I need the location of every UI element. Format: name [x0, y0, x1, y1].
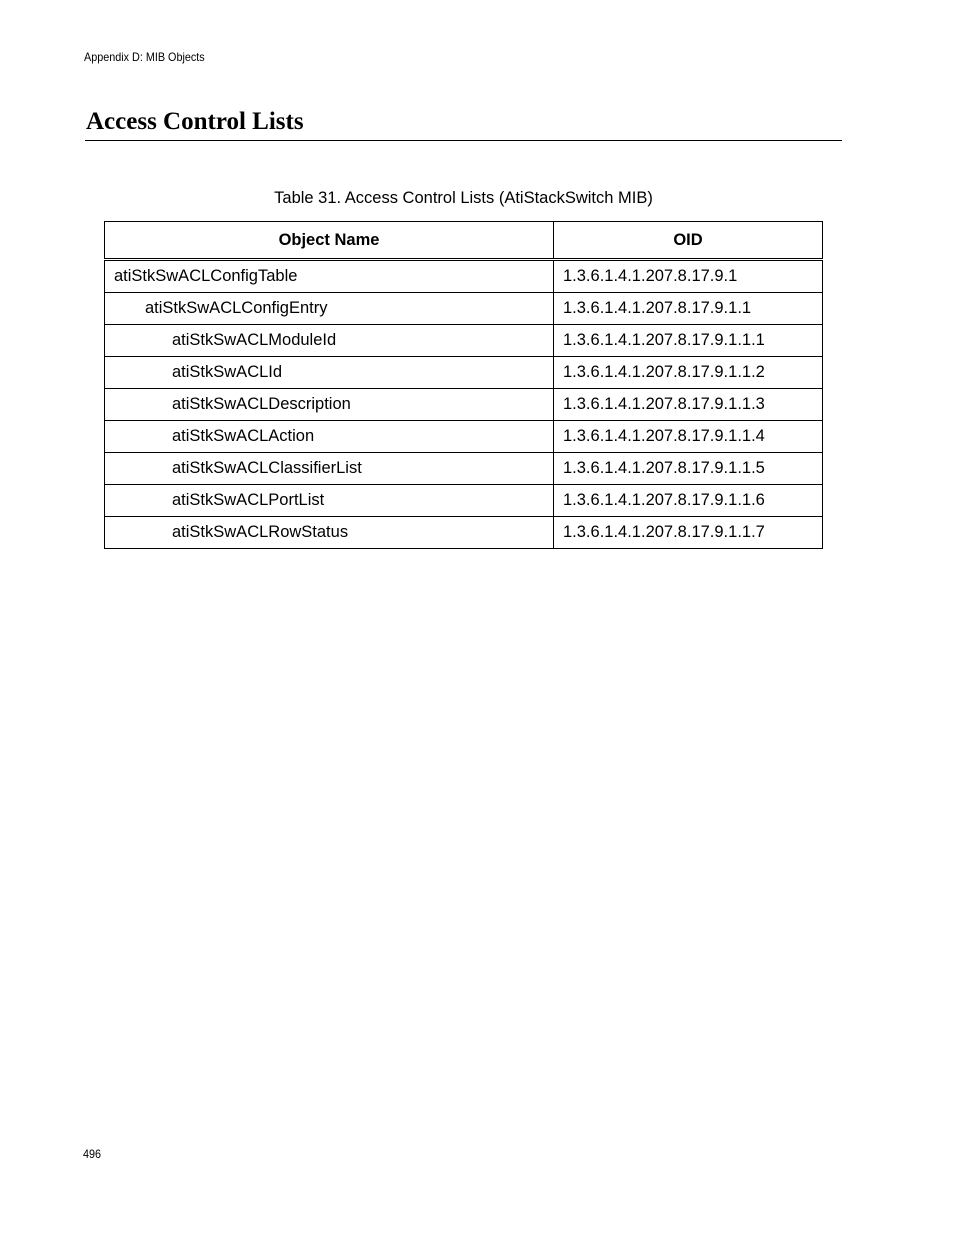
oid-cell: 1.3.6.1.4.1.207.8.17.9.1.1.4: [554, 421, 823, 453]
oid-cell: 1.3.6.1.4.1.207.8.17.9.1.1: [554, 293, 823, 325]
object-name-cell: atiStkSwACLConfigTable: [105, 260, 554, 293]
oid-cell: 1.3.6.1.4.1.207.8.17.9.1.1.7: [554, 517, 823, 549]
title-rule: [85, 140, 842, 141]
oid-cell: 1.3.6.1.4.1.207.8.17.9.1.1.2: [554, 357, 823, 389]
table-row: [105, 517, 823, 549]
oid-cell: 1.3.6.1.4.1.207.8.17.9.1: [554, 260, 823, 293]
object-name-cell: atiStkSwACLClassifierList: [105, 453, 554, 485]
object-name-cell: atiStkSwACLModuleId: [105, 325, 554, 357]
table-row: [105, 485, 823, 517]
table-header-row: [105, 222, 823, 260]
object-name-cell: atiStkSwACLPortList: [105, 485, 554, 517]
object-name-cell: atiStkSwACLAction: [105, 421, 554, 453]
oid-cell: 1.3.6.1.4.1.207.8.17.9.1.1.5: [554, 453, 823, 485]
table-row: [105, 325, 823, 357]
oid-cell: 1.3.6.1.4.1.207.8.17.9.1.1.1: [554, 325, 823, 357]
table-row: [105, 293, 823, 325]
object-name-cell: atiStkSwACLDescription: [105, 389, 554, 421]
oid-cell: 1.3.6.1.4.1.207.8.17.9.1.1.3: [554, 389, 823, 421]
column-header-object-name: Object Name: [105, 222, 554, 260]
object-name-cell: atiStkSwACLConfigEntry: [105, 293, 554, 325]
table-row: [105, 357, 823, 389]
table-caption: Table 31. Access Control Lists (AtiStackSwitch MIB): [274, 189, 653, 207]
table-row: [105, 389, 823, 421]
column-header-oid: OID: [554, 222, 823, 260]
object-name-cell: atiStkSwACLId: [105, 357, 554, 389]
section-title: Access Control Lists: [86, 108, 304, 135]
running-head: Appendix D: MIB Objects: [84, 50, 205, 64]
table-row: [105, 260, 823, 293]
mib-objects-table: [104, 221, 823, 549]
table-row: [105, 453, 823, 485]
object-name-cell: atiStkSwACLRowStatus: [105, 517, 554, 549]
oid-cell: 1.3.6.1.4.1.207.8.17.9.1.1.6: [554, 485, 823, 517]
table-row: [105, 421, 823, 453]
page-number: 496: [83, 1147, 102, 1161]
